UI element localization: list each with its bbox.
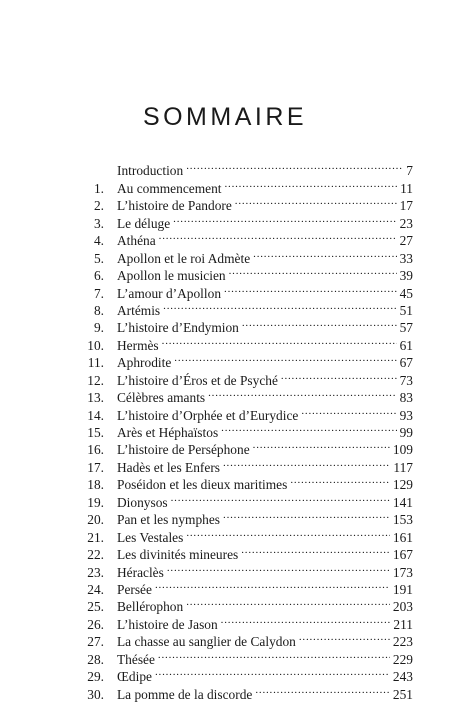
toc-entry-number: 17. — [87, 459, 104, 475]
toc-entry-number: 25. — [87, 599, 104, 615]
toc-entry-number: 26. — [87, 616, 104, 632]
toc-entry-title: Les Vestales — [117, 529, 184, 545]
toc-entry-title: Pan et les nymphes — [117, 512, 221, 528]
toc-entry-title: L’histoire de Perséphone — [117, 442, 250, 458]
dot-leader — [299, 629, 390, 646]
table-of-contents — [85, 158, 413, 702]
toc-entry-number: 23. — [87, 564, 104, 580]
toc-entry-page: 211 — [393, 616, 413, 632]
toc-entry-number: 21. — [87, 529, 104, 545]
toc-entry-number: 16. — [87, 442, 104, 458]
toc-entry-number: 19. — [87, 494, 104, 510]
dot-leader — [162, 332, 397, 349]
dot-leader — [174, 350, 396, 367]
toc-entry-page: 173 — [392, 564, 413, 580]
toc-entry-page: 99 — [399, 425, 413, 440]
toc-entry-title: Poséidon et les dieux maritimes — [117, 477, 288, 493]
toc-entry-number: 13. — [87, 390, 104, 406]
toc-entry-number: 27. — [87, 634, 104, 650]
dot-leader — [155, 577, 390, 594]
toc-entry-title: Apollon le musicien — [117, 268, 226, 284]
toc-entry-page: 51 — [399, 302, 413, 318]
toc-entry-title: L’histoire de Pandore — [117, 198, 232, 214]
toc-entry-page: 57 — [399, 320, 413, 336]
toc-entry-number: 4. — [93, 233, 104, 249]
toc-entry-title: La pomme de la discorde — [117, 686, 253, 702]
dot-leader — [224, 280, 397, 297]
dot-leader — [224, 175, 397, 192]
toc-entry-number: 18. — [87, 477, 104, 493]
toc-entry-title: L’histoire d’Éros et de Psyché — [117, 372, 278, 388]
dot-leader — [301, 402, 396, 419]
toc-entry-page: 223 — [392, 634, 413, 650]
toc-entry-title: Aphrodite — [117, 355, 172, 371]
toc-entry-number: 2. — [93, 198, 104, 214]
dot-leader — [242, 315, 397, 332]
dot-leader — [173, 210, 396, 227]
toc-entry-number: 10. — [87, 337, 104, 353]
toc-entry-page: 7 — [406, 163, 413, 179]
toc-entry-page: 11 — [400, 180, 413, 196]
dot-leader — [186, 594, 390, 611]
toc-entry-number: 22. — [87, 547, 104, 563]
toc-entry-page: 229 — [392, 651, 413, 667]
dot-leader — [155, 664, 390, 681]
toc-entry-number: 24. — [87, 581, 104, 597]
toc-entry-title: Arès et Héphaïstos — [117, 425, 219, 440]
toc-entry-page: 153 — [392, 512, 413, 528]
toc-entry-title: Persée — [117, 581, 152, 597]
toc-entry-number: 20. — [87, 512, 104, 528]
toc-entry-page: 83 — [399, 390, 413, 406]
toc-entry-title: L’histoire d’Endymion — [117, 320, 239, 336]
toc-entry-title: Hermès — [117, 337, 159, 353]
toc-entry-number: 29. — [87, 669, 104, 685]
toc-entry-title: Athéna — [117, 233, 156, 249]
toc-entry-page: 129 — [392, 477, 413, 493]
dot-leader — [186, 158, 402, 175]
toc-entry-page: 191 — [392, 581, 413, 597]
toc-entry-page: 117 — [393, 459, 413, 475]
toc-entry-page: 45 — [399, 285, 413, 301]
dot-leader — [229, 263, 397, 280]
toc-entry-title: Introduction — [117, 163, 184, 179]
toc-entry-page: 109 — [392, 442, 413, 458]
toc-entry-title: Les divinités mineures — [117, 547, 239, 563]
toc-entry-number: 3. — [93, 215, 104, 231]
page-title: SOMMAIRE — [142, 102, 308, 131]
toc-entry-page: 17 — [399, 198, 413, 214]
dot-leader — [223, 507, 390, 524]
toc-entry-number: 12. — [87, 372, 104, 388]
toc-entry-title: Artémis — [117, 302, 161, 318]
toc-entry-title: Apollon et le roi Admète — [117, 250, 251, 266]
toc-entry-page: 93 — [399, 407, 413, 423]
dot-leader — [290, 472, 390, 489]
toc-entry-page: 73 — [399, 372, 413, 388]
dot-leader — [163, 298, 396, 315]
toc-entry-page: 23 — [399, 215, 413, 231]
toc-entry-number: 11. — [87, 355, 104, 371]
toc-entry-page: 243 — [392, 669, 413, 685]
toc-entry-title: L’histoire de Jason — [117, 616, 218, 632]
toc-entry-number: 15. — [87, 425, 104, 440]
toc-entry-page: 203 — [392, 599, 413, 615]
dot-leader — [158, 646, 390, 663]
toc-entry-number: 1. — [93, 180, 104, 196]
toc-entry-number: 7. — [93, 285, 104, 301]
toc-entry-page: 67 — [399, 355, 413, 371]
dot-leader — [221, 611, 391, 628]
dot-leader — [253, 437, 390, 454]
dot-leader — [171, 489, 390, 506]
toc-entry-page: 161 — [392, 529, 413, 545]
toc-entry-number: 28. — [87, 651, 104, 667]
toc-entry-title: Hadès et les Enfers — [117, 459, 220, 475]
dot-leader — [281, 367, 397, 384]
dot-leader — [208, 385, 396, 402]
toc-entry-title: Le déluge — [117, 215, 171, 231]
dot-leader — [186, 524, 390, 541]
toc-entry-title: Héraclès — [117, 564, 164, 580]
toc-entry-page: 167 — [392, 547, 413, 563]
toc-entry-page: 39 — [399, 268, 413, 284]
toc-entry-title: Thésée — [117, 651, 155, 667]
dot-leader — [235, 193, 397, 210]
toc-entry-page: 27 — [399, 233, 413, 249]
toc-entry-page: 61 — [399, 337, 413, 353]
toc-entry-number: 14. — [87, 407, 104, 423]
toc-entry — [85, 158, 413, 179]
toc-entry-title: Bellérophon — [117, 599, 184, 615]
dot-leader — [159, 228, 397, 245]
toc-entry-title: Au commencement — [117, 180, 222, 196]
dot-leader — [167, 559, 390, 576]
toc-entry-page: 251 — [392, 686, 413, 702]
dot-leader — [221, 420, 396, 437]
toc-entry-number: 5. — [93, 250, 104, 266]
toc-entry-title: Dionysos — [117, 494, 168, 510]
dot-leader — [255, 681, 390, 698]
toc-entry-number: 6. — [93, 268, 104, 284]
toc-entry-page: 141 — [392, 494, 413, 510]
toc-entry-number: 9. — [93, 320, 104, 336]
dot-leader — [223, 454, 390, 471]
toc-entry-number: 30. — [87, 686, 104, 702]
toc-entry-title: L’amour d’Apollon — [117, 285, 222, 301]
toc-entry-title: Œdipe — [117, 669, 152, 685]
toc-entry-title: La chasse au sanglier de Calydon — [117, 634, 296, 650]
dot-leader — [253, 245, 396, 262]
toc-entry-title: Célèbres amants — [117, 390, 206, 406]
toc-entry-title: L’histoire d’Orphée et d’Eurydice — [117, 407, 299, 423]
toc-entry-page: 33 — [399, 250, 413, 266]
dot-leader — [241, 542, 390, 559]
toc-entry-number: 8. — [93, 302, 104, 318]
